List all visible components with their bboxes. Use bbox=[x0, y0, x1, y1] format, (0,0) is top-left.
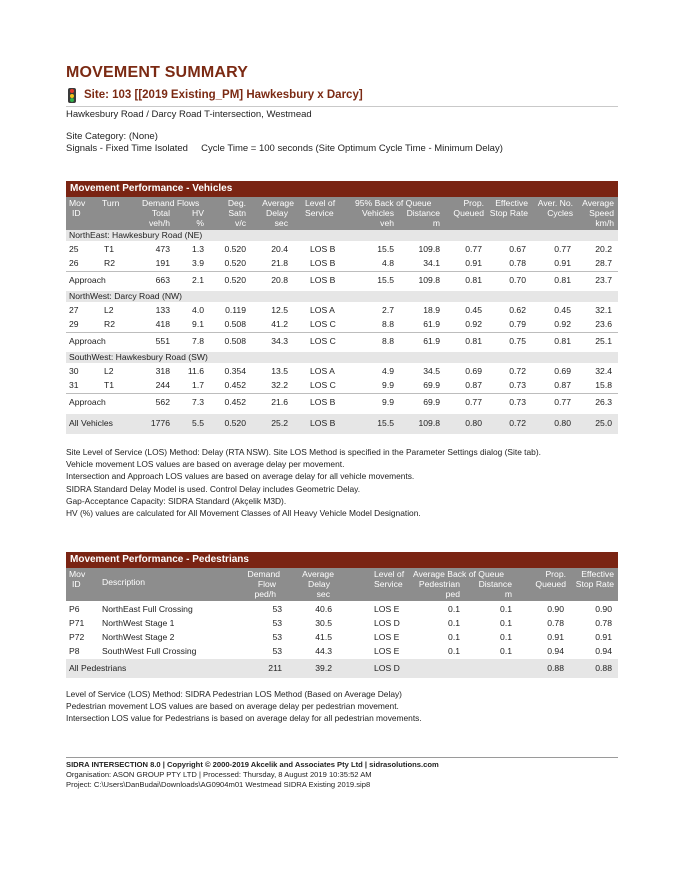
table-cell: LOS D bbox=[374, 618, 400, 628]
header-total-unit: veh/h bbox=[148, 218, 170, 228]
header-hv: HV bbox=[192, 208, 204, 218]
table-cell: 0.69 bbox=[554, 366, 571, 376]
table-cell: 244 bbox=[155, 380, 170, 390]
table-cell: 25 bbox=[69, 244, 79, 254]
table-cell: Level of bbox=[374, 569, 405, 579]
table-cell: 53 bbox=[272, 604, 282, 614]
table-cell: Approach bbox=[69, 397, 106, 407]
table-cell: 26.3 bbox=[595, 397, 612, 407]
table-cell: 0.88 bbox=[595, 663, 612, 673]
table-cell: 0.508 bbox=[224, 336, 246, 346]
header-vehicles-unit: veh bbox=[380, 218, 394, 228]
table-cell: T1 bbox=[104, 244, 115, 254]
table-cell: 32.4 bbox=[595, 366, 612, 376]
table-cell: 0.508 bbox=[224, 319, 246, 329]
table-cell: 69.9 bbox=[423, 397, 440, 407]
header-effective: Effective bbox=[495, 198, 528, 208]
group-header: NorthEast: Hawkesbury Road (NE) bbox=[69, 230, 203, 240]
table-cell: 109.8 bbox=[418, 275, 440, 285]
table-cell: 0.91 bbox=[554, 258, 571, 268]
vehicles-table-body bbox=[66, 230, 618, 435]
table-cell: 21.8 bbox=[271, 258, 288, 268]
table-cell: 41.5 bbox=[315, 632, 332, 642]
table-cell: Demand bbox=[247, 569, 280, 579]
table-cell: 34.1 bbox=[423, 258, 440, 268]
header-distance: Distance bbox=[406, 208, 440, 218]
table-cell: LOS C bbox=[310, 319, 336, 329]
table-cell: Mov bbox=[69, 569, 86, 579]
table-cell: 44.3 bbox=[315, 646, 332, 656]
table-cell: Service bbox=[374, 579, 403, 589]
header-delay-unit: sec bbox=[274, 218, 288, 228]
pedestrian-notes: Level of Service (LOS) Method: SIDRA Pedestrian LOS Method (Based on Average Delay) Pedestrian movement LOS values are based on average delay per pedestrian movement. Intersection LOS value for Pedestrians is based on average delay for all pedestrian movements. bbox=[66, 689, 422, 724]
table-cell: 13.5 bbox=[271, 366, 288, 376]
table-cell: 0.92 bbox=[554, 319, 571, 329]
table-cell: 133 bbox=[155, 305, 170, 315]
header-id: ID bbox=[72, 208, 81, 218]
group-header: NorthWest: Darcy Road (NW) bbox=[69, 291, 183, 301]
table-cell: 12.5 bbox=[271, 305, 288, 315]
table-cell: 18.9 bbox=[423, 305, 440, 315]
table-cell: SouthWest Full Crossing bbox=[102, 646, 197, 656]
header-deg: Deg. bbox=[227, 198, 246, 208]
table-cell: 0.67 bbox=[509, 244, 526, 254]
table-cell: 0.354 bbox=[224, 366, 246, 376]
table-cell: 5.5 bbox=[192, 418, 204, 428]
table-cell: 7.8 bbox=[192, 336, 204, 346]
table-cell: NorthEast Full Crossing bbox=[102, 604, 193, 614]
signals-info: Signals - Fixed Time Isolated Cycle Time = 100 seconds (Site Optimum Cycle Time - Minimum Delay) bbox=[66, 143, 503, 154]
header-average: Average bbox=[262, 198, 294, 208]
table-cell: 0.1 bbox=[448, 604, 460, 614]
table-cell: 0.520 bbox=[224, 275, 246, 285]
table-cell: 15.8 bbox=[595, 380, 612, 390]
table-cell: 25.2 bbox=[271, 418, 288, 428]
table-cell: LOS A bbox=[310, 366, 335, 376]
table-cell: Stop Rate bbox=[575, 579, 614, 589]
table-cell: 30.5 bbox=[315, 618, 332, 628]
table-cell: LOS A bbox=[310, 305, 335, 315]
table-cell: 0.79 bbox=[509, 319, 526, 329]
table-cell: 0.77 bbox=[554, 397, 571, 407]
table-cell: 0.72 bbox=[509, 418, 526, 428]
table-cell: NorthWest Stage 1 bbox=[102, 618, 175, 628]
table-cell: 0.520 bbox=[224, 258, 246, 268]
footer-divider bbox=[66, 757, 618, 758]
table-cell: 0.91 bbox=[547, 632, 564, 642]
table-cell: 25.0 bbox=[595, 418, 612, 428]
table-cell: Queued bbox=[535, 579, 566, 589]
pedestrians-table bbox=[66, 552, 618, 679]
table-cell: 0.92 bbox=[465, 319, 482, 329]
table-cell: 0.1 bbox=[448, 646, 460, 656]
table-cell: LOS E bbox=[374, 632, 400, 642]
table-cell: LOS B bbox=[310, 418, 336, 428]
table-cell: 15.5 bbox=[377, 418, 394, 428]
table-cell: 0.91 bbox=[465, 258, 482, 268]
table-cell: Pedestrian bbox=[418, 579, 460, 589]
site-header bbox=[66, 88, 618, 107]
header-queued: Queued bbox=[453, 208, 484, 218]
table-cell: 2.1 bbox=[192, 275, 204, 285]
header-vehicles: Vehicles bbox=[361, 208, 394, 218]
table-cell: 23.7 bbox=[595, 275, 612, 285]
header-level-of: Level of bbox=[305, 198, 336, 208]
table-cell: 418 bbox=[155, 319, 170, 329]
table-cell: Average bbox=[302, 569, 334, 579]
header-service: Service bbox=[305, 208, 334, 218]
header-distance-unit: m bbox=[432, 218, 440, 228]
group-header: SouthWest: Hawkesbury Road (SW) bbox=[69, 352, 208, 362]
table-cell: 0.81 bbox=[465, 275, 482, 285]
table-cell: 0.78 bbox=[547, 618, 564, 628]
table-cell: 53 bbox=[272, 632, 282, 642]
table-cell: 0.73 bbox=[509, 397, 526, 407]
table-cell: 1776 bbox=[150, 418, 170, 428]
table-cell: 0.75 bbox=[509, 336, 526, 346]
table-cell: 9.9 bbox=[382, 397, 394, 407]
table-cell: m bbox=[504, 589, 512, 599]
table-cell: R2 bbox=[104, 258, 115, 268]
table-cell: sec bbox=[316, 589, 330, 599]
table-cell: Description bbox=[102, 577, 145, 587]
table-cell: 0.45 bbox=[465, 305, 482, 315]
table-cell: 1.7 bbox=[192, 380, 204, 390]
table-cell: LOS C bbox=[310, 380, 336, 390]
table-cell: 0.87 bbox=[465, 380, 482, 390]
table-cell: 20.2 bbox=[595, 244, 612, 254]
table-cell: 191 bbox=[155, 258, 170, 268]
table-cell: 8.8 bbox=[382, 336, 394, 346]
table-cell: 211 bbox=[268, 663, 282, 673]
table-cell: 109.8 bbox=[418, 244, 440, 254]
table-cell: T1 bbox=[104, 380, 115, 390]
table-cell: 318 bbox=[155, 366, 170, 376]
table-cell: 41.2 bbox=[271, 319, 288, 329]
table-cell: 3.9 bbox=[192, 258, 204, 268]
pedestrians-table-body bbox=[66, 601, 618, 679]
table-cell: Average Back of Queue bbox=[413, 569, 505, 579]
header-mov: Mov bbox=[69, 198, 86, 208]
table-cell: 0.520 bbox=[224, 244, 246, 254]
table-cell: 53 bbox=[272, 618, 282, 628]
table-cell: 0.1 bbox=[448, 618, 460, 628]
table-cell: 11.6 bbox=[187, 366, 204, 376]
table-cell: 0.452 bbox=[224, 397, 246, 407]
table-cell: 0.90 bbox=[595, 604, 612, 614]
table-cell: 4.9 bbox=[382, 366, 394, 376]
table-cell: 0.452 bbox=[224, 380, 246, 390]
table-cell: LOS B bbox=[310, 397, 336, 407]
header-hv-unit: % bbox=[196, 218, 204, 228]
table-cell: 0.78 bbox=[509, 258, 526, 268]
table-cell: 0.77 bbox=[465, 397, 482, 407]
table-cell: 8.8 bbox=[382, 319, 394, 329]
table-cell: 21.6 bbox=[271, 397, 288, 407]
table-cell: 23.6 bbox=[595, 319, 612, 329]
header-turn: Turn bbox=[102, 198, 120, 208]
table-cell: 61.9 bbox=[423, 336, 440, 346]
table-cell: 40.6 bbox=[315, 604, 332, 614]
site-subtitle: Hawkesbury Road / Darcy Road T-intersection, Westmead bbox=[66, 109, 312, 120]
site-category: Site Category: (None) bbox=[66, 131, 158, 142]
table-cell: LOS E bbox=[374, 646, 400, 656]
table-cell: 32.2 bbox=[271, 380, 288, 390]
table-cell: NorthWest Stage 2 bbox=[102, 632, 175, 642]
table-cell: 0.81 bbox=[465, 336, 482, 346]
table-cell: P6 bbox=[69, 604, 80, 614]
table-cell: P72 bbox=[69, 632, 85, 642]
table-cell: 663 bbox=[155, 275, 170, 285]
table-cell: Prop. bbox=[545, 569, 566, 579]
table-cell: 0.1 bbox=[500, 618, 512, 628]
page-title: MOVEMENT SUMMARY bbox=[66, 64, 249, 81]
table-cell: 34.3 bbox=[271, 336, 288, 346]
vehicle-notes: Site Level of Service (LOS) Method: Delay (RTA NSW). Site LOS Method is specified in the Parameter Settings dialog (Site tab). Vehicle movement LOS values are based on average delay per movement. Intersection and Approach LOS values are based on average delay for all vehicle movements. SIDRA Standard Delay Model is used. Control Delay includes Geometric Delay. Gap-Acceptance Capacity: SIDRA Standard (Akçelik M3D). HV (%) values are calculated for All Movement Classes of All Heavy Vehicle Model Designation. bbox=[66, 447, 541, 519]
pedestrians-table-title: Movement Performance - Pedestrians bbox=[66, 552, 618, 568]
footer-organisation: Organisation: ASON GROUP PTY LTD | Processed: Thursday, 8 August 2019 10:35:52 AM bbox=[66, 770, 372, 779]
table-cell: 34.5 bbox=[423, 366, 440, 376]
table-cell: All Pedestrians bbox=[69, 663, 127, 673]
table-cell: 0.520 bbox=[224, 418, 246, 428]
table-cell: 39.2 bbox=[315, 663, 332, 673]
table-cell: 0.81 bbox=[554, 336, 571, 346]
table-cell: 4.8 bbox=[382, 258, 394, 268]
table-cell: 0.81 bbox=[554, 275, 571, 285]
table-cell: LOS E bbox=[374, 604, 400, 614]
header-cycles: Cycles bbox=[547, 208, 573, 218]
table-cell: 0.45 bbox=[554, 305, 571, 315]
table-cell: 0.69 bbox=[465, 366, 482, 376]
table-cell: 0.77 bbox=[554, 244, 571, 254]
table-cell: 109.8 bbox=[418, 418, 440, 428]
table-cell: 0.72 bbox=[509, 366, 526, 376]
table-cell: 0.78 bbox=[595, 618, 612, 628]
header-speed-average: Average bbox=[582, 198, 614, 208]
table-cell: ID bbox=[72, 579, 81, 589]
vehicles-table bbox=[66, 181, 618, 435]
header-demand-flows: Demand Flows bbox=[142, 198, 200, 208]
table-cell: 0.94 bbox=[595, 646, 612, 656]
header-satn: Satn bbox=[228, 208, 246, 218]
header-aver-no: Aver. No. bbox=[537, 198, 573, 208]
table-cell: 28.7 bbox=[595, 258, 612, 268]
table-cell: Flow bbox=[257, 579, 276, 589]
table-cell: 0.62 bbox=[509, 305, 526, 315]
table-cell: 0.91 bbox=[595, 632, 612, 642]
table-cell: 25.1 bbox=[595, 336, 612, 346]
pedestrians-table-header bbox=[66, 568, 618, 601]
table-cell: 473 bbox=[155, 244, 170, 254]
table-cell: LOS D bbox=[374, 663, 400, 673]
table-cell: 0.77 bbox=[465, 244, 482, 254]
table-cell: 0.73 bbox=[509, 380, 526, 390]
table-cell: 15.5 bbox=[377, 275, 394, 285]
footer-project: Project: C:\Users\DanBudai\Downloads\AG0904m01 Westmead SIDRA Existing 2019.sip8 bbox=[66, 780, 371, 789]
table-cell: Approach bbox=[69, 275, 106, 285]
table-cell: 0.94 bbox=[547, 646, 564, 656]
table-cell: 69.9 bbox=[423, 380, 440, 390]
table-cell: L2 bbox=[104, 366, 114, 376]
table-cell: 0.87 bbox=[554, 380, 571, 390]
table-cell: 30 bbox=[69, 366, 79, 376]
table-cell: 1.3 bbox=[192, 244, 204, 254]
header-total: Total bbox=[151, 208, 170, 218]
header-back-of-queue: 95% Back of Queue bbox=[355, 198, 432, 208]
table-cell: Delay bbox=[308, 579, 330, 589]
header-stop-rate: Stop Rate bbox=[489, 208, 528, 218]
vehicles-table-header bbox=[66, 197, 618, 230]
table-cell: 27 bbox=[69, 305, 79, 315]
table-cell: 562 bbox=[155, 397, 170, 407]
table-cell: ped/h bbox=[254, 589, 276, 599]
table-cell: 0.1 bbox=[500, 632, 512, 642]
table-cell: P71 bbox=[69, 618, 85, 628]
table-cell: 4.0 bbox=[192, 305, 204, 315]
table-cell: LOS B bbox=[310, 244, 336, 254]
table-cell: ped bbox=[445, 589, 460, 599]
table-cell: 53 bbox=[272, 646, 282, 656]
table-cell: 29 bbox=[69, 319, 79, 329]
table-cell: LOS B bbox=[310, 258, 336, 268]
table-cell: 20.4 bbox=[271, 244, 288, 254]
table-cell: L2 bbox=[104, 305, 114, 315]
table-cell: 0.1 bbox=[500, 646, 512, 656]
table-cell: 0.1 bbox=[500, 604, 512, 614]
header-speed: Speed bbox=[589, 208, 614, 218]
table-cell: 0.70 bbox=[509, 275, 526, 285]
table-cell: 26 bbox=[69, 258, 79, 268]
table-cell: 0.90 bbox=[547, 604, 564, 614]
table-cell: 551 bbox=[155, 336, 170, 346]
site-title: Site: 103 [[2019 Existing_PM] Hawkesbury x Darcy] bbox=[84, 89, 363, 101]
header-vc: v/c bbox=[235, 218, 246, 228]
table-cell: P8 bbox=[69, 646, 80, 656]
table-cell: LOS C bbox=[310, 336, 336, 346]
table-cell: Approach bbox=[69, 336, 106, 346]
traffic-signal-icon bbox=[68, 88, 76, 103]
table-cell: 9.1 bbox=[192, 319, 204, 329]
table-cell: 0.80 bbox=[554, 418, 571, 428]
footer-copyright: SIDRA INTERSECTION 8.0 | Copyright © 2000-2019 Akcelik and Associates Pty Ltd | sidrasolutions.com bbox=[66, 760, 439, 769]
table-cell: Effective bbox=[581, 569, 614, 579]
table-cell: LOS B bbox=[310, 275, 336, 285]
vehicles-table-title: Movement Performance - Vehicles bbox=[66, 181, 618, 197]
table-cell: 2.7 bbox=[382, 305, 394, 315]
table-cell: R2 bbox=[104, 319, 115, 329]
table-cell: Distance bbox=[478, 579, 512, 589]
table-cell: 20.8 bbox=[271, 275, 288, 285]
table-cell: 9.9 bbox=[382, 380, 394, 390]
table-cell: 7.3 bbox=[192, 397, 204, 407]
header-delay: Delay bbox=[266, 208, 288, 218]
header-speed-unit: km/h bbox=[595, 218, 614, 228]
table-cell: 15.5 bbox=[377, 244, 394, 254]
table-cell: 32.1 bbox=[595, 305, 612, 315]
table-cell: 31 bbox=[69, 380, 79, 390]
header-prop: Prop. bbox=[463, 198, 484, 208]
table-cell: 0.119 bbox=[225, 305, 246, 315]
table-cell: 0.80 bbox=[465, 418, 482, 428]
table-cell: 61.9 bbox=[423, 319, 440, 329]
table-cell: All Vehicles bbox=[69, 418, 113, 428]
table-cell: 0.1 bbox=[448, 632, 460, 642]
footer bbox=[66, 760, 439, 790]
table-cell: 0.88 bbox=[547, 663, 564, 673]
